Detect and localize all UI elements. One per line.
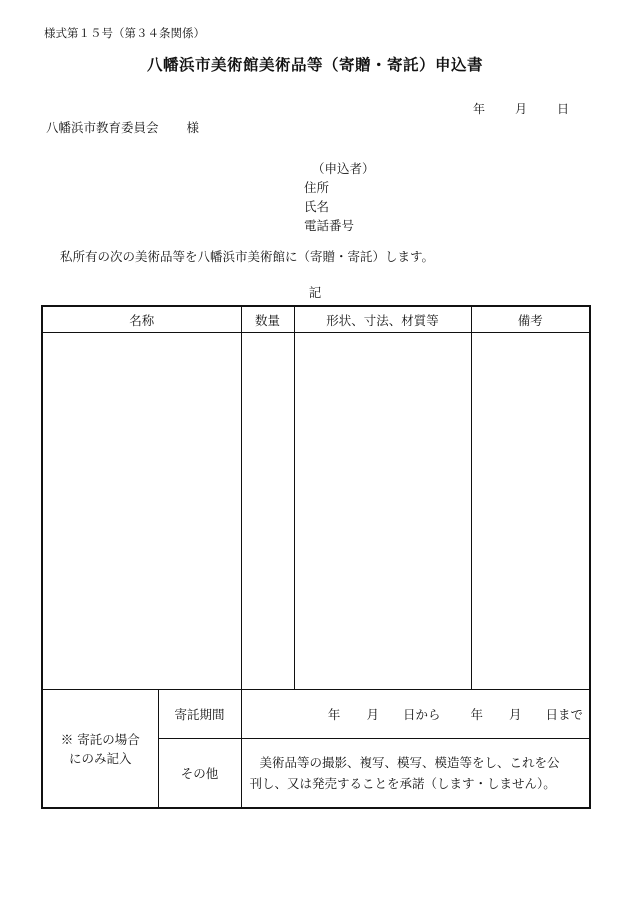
header-quantity: 数量	[241, 306, 294, 333]
date-month: 月	[515, 102, 528, 116]
details-cell[interactable]	[294, 333, 471, 690]
applicant-block	[304, 159, 375, 235]
form-title: 八幡浜市美術館美術品等（寄贈・寄託）申込書	[146, 55, 483, 74]
statement: 私所有の次の美術品等を八幡浜市美術館に（寄贈・寄託）します。	[60, 249, 435, 264]
other-consent[interactable]	[241, 739, 590, 809]
name-cell[interactable]	[42, 333, 241, 690]
header-remarks: 備考	[471, 306, 590, 333]
addressee	[46, 122, 199, 135]
header-name: 名称	[42, 306, 241, 333]
deposit-note-line2: にのみ記入	[68, 750, 132, 766]
other-label: その他	[158, 739, 241, 809]
period-label: 寄託期間	[158, 690, 241, 739]
header-details: 形状、寸法、材質等	[294, 306, 471, 333]
table-row	[42, 333, 590, 690]
other-text-line2: 刊し、又は発売することを承諾（します・しません）。	[249, 776, 556, 791]
addressee-name: 八幡浜市教育委員会	[46, 120, 159, 135]
period-field[interactable]	[241, 690, 590, 739]
remarks-cell[interactable]	[471, 333, 590, 690]
period-year-start: 年	[327, 707, 341, 722]
deposit-note	[42, 690, 158, 809]
period-day-end: 日まで	[545, 707, 584, 722]
period-month-end: 月	[508, 707, 522, 722]
period-year-end: 年	[470, 707, 483, 722]
name-label: 氏名	[304, 199, 330, 214]
period-day-start: 日から	[402, 707, 441, 722]
ki-heading: 記	[308, 285, 322, 300]
deposit-note-line1: ※ 寄託の場合	[60, 731, 140, 747]
applicant-heading: （申込者）	[312, 161, 375, 176]
items-table	[41, 305, 591, 809]
other-text-line1: 美術品等の撮影、複写、模写、模造等をし、これを公	[259, 755, 560, 770]
table-header-row	[42, 306, 590, 333]
address-label: 住所	[304, 180, 330, 195]
deposit-period-row	[42, 690, 590, 739]
period-month-start: 月	[366, 707, 379, 722]
date-year: 年	[473, 102, 486, 116]
date-line	[473, 103, 569, 115]
form-number: 様式第１５号（第３４条関係）	[44, 26, 205, 40]
phone-label: 電話番号	[304, 218, 355, 233]
addressee-honorific: 様	[186, 120, 200, 135]
quantity-cell[interactable]	[241, 333, 294, 690]
date-day: 日	[557, 102, 570, 116]
